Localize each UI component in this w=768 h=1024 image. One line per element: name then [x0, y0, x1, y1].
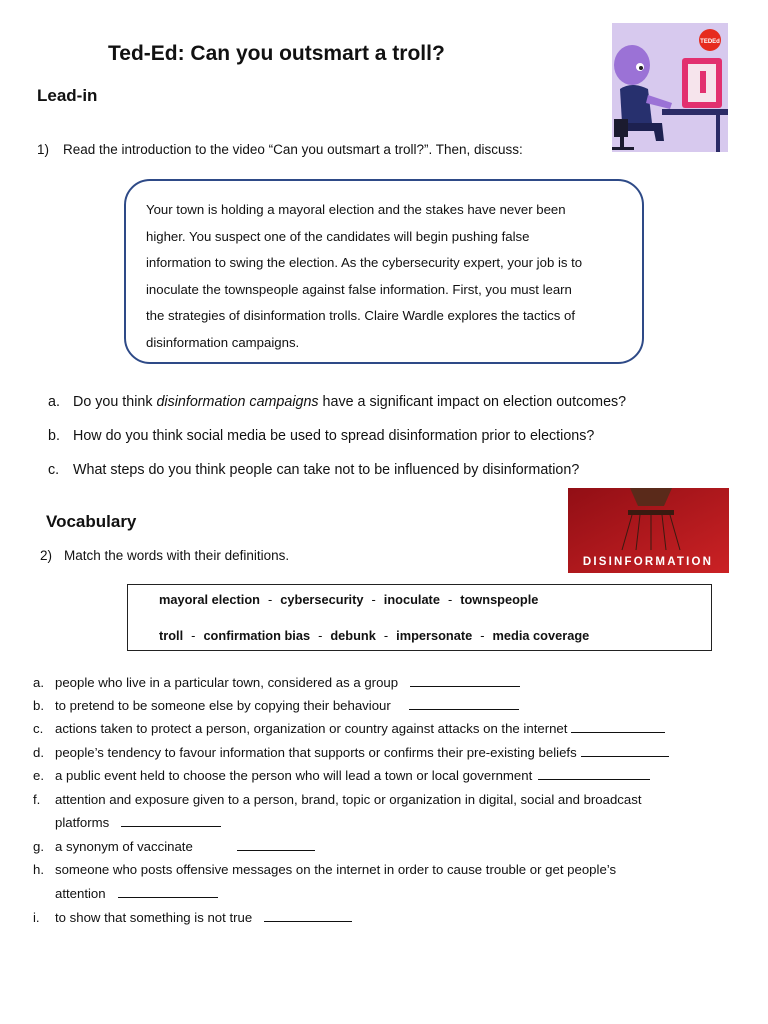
definition-text: attention and exposure given to a person, brand, topic or organization in digital, social and broadcast — [55, 792, 642, 807]
word-separator: - — [371, 592, 376, 607]
definition-text: to pretend to be someone else by copying their behaviour — [55, 698, 391, 713]
answer-blank[interactable] — [118, 886, 218, 898]
definition-text: people’s tendency to favour information that supports or confirms their pre-existing beliefs — [55, 745, 577, 760]
definition-g — [33, 839, 315, 854]
word-bank-row-2 — [159, 628, 589, 643]
definition-i — [33, 910, 352, 925]
definition-letter: d. — [33, 745, 44, 760]
word: impersonate — [396, 628, 473, 643]
leadin-heading: Lead-in — [37, 86, 98, 105]
intro-line: information to swing the election. As the cybersecurity expert, your job is to — [146, 255, 583, 270]
answer-blank[interactable] — [409, 698, 519, 710]
definition-d — [33, 745, 669, 760]
answer-blank[interactable] — [571, 721, 665, 733]
definition-text: someone who posts offensive messages on the internet in order to cause trouble or get people’s — [55, 862, 617, 877]
intro-line: disinformation campaigns. — [146, 334, 300, 350]
question-text-end: have a significant impact on election outcomes? — [318, 394, 627, 410]
discussion-question-c — [48, 462, 579, 478]
intro-line: Your town is holding a mayoral election and the stakes have never been — [146, 202, 566, 217]
answer-blank[interactable] — [410, 675, 520, 687]
question-1 — [37, 142, 523, 157]
definition-text: a synonym of vaccinate — [55, 839, 193, 854]
definition-letter: g. — [33, 839, 44, 854]
word: mayoral election — [159, 592, 260, 607]
question-2-number: 2) — [40, 548, 53, 563]
question-text: Do you think — [73, 394, 157, 410]
definition-letter: i. — [33, 910, 40, 925]
word-separator: - — [268, 592, 273, 607]
word: cybersecurity — [280, 592, 364, 607]
definition-text: people who live in a particular town, considered as a group — [55, 675, 399, 690]
intro-line: the strategies of disinformation trolls. Claire Wardle explores the tactics of — [146, 308, 576, 323]
question-letter: a. — [48, 394, 60, 410]
definition-text: to show that something is not true — [55, 910, 253, 925]
word: media coverage — [492, 628, 590, 643]
word: townspeople — [460, 592, 539, 607]
word-separator: - — [480, 628, 485, 643]
answer-blank[interactable] — [538, 768, 650, 780]
answer-blank[interactable] — [121, 815, 221, 827]
definition-text: actions taken to protect a person, organization or country against attacks on the internet — [55, 721, 568, 736]
definition-e — [33, 768, 650, 783]
word-separator: - — [318, 628, 323, 643]
vocabulary-heading: Vocabulary — [46, 512, 137, 531]
definition-letter: b. — [33, 698, 44, 713]
word: troll — [159, 628, 184, 643]
word-separator: - — [447, 592, 453, 607]
answer-blank[interactable] — [581, 745, 669, 757]
discussion-question-b — [48, 428, 594, 444]
definition-text: a public event held to choose the person who will lead a town or local government — [55, 768, 533, 783]
question-2 — [40, 548, 289, 563]
intro-line: higher. You suspect one of the candidates will begin pushing false — [146, 228, 530, 244]
definition-letter: a. — [33, 675, 44, 690]
definition-f-continued — [55, 815, 221, 830]
answer-blank[interactable] — [237, 839, 315, 851]
definition-text: attention — [55, 886, 106, 901]
definition-letter: h. — [33, 862, 44, 877]
definition-letter: f. — [33, 792, 41, 807]
definition-f — [33, 792, 642, 807]
question-letter: b. — [48, 428, 60, 444]
word-separator: - — [383, 628, 389, 643]
intro-line: inoculate the townspeople against false information. First, you must learn — [146, 281, 572, 297]
question-1-number: 1) — [37, 142, 50, 157]
discussion-question-a — [48, 394, 626, 410]
word: debunk — [330, 628, 376, 643]
definition-letter: c. — [33, 721, 44, 736]
word: inoculate — [383, 592, 440, 607]
definition-c — [33, 721, 665, 736]
teded-illustration — [612, 23, 728, 152]
answer-blank[interactable] — [264, 910, 352, 922]
definition-text: platforms — [55, 815, 110, 830]
definition-b — [33, 698, 519, 713]
page-title: Ted-Ed: Can you outsmart a troll? — [108, 42, 445, 65]
intro-text-box — [124, 179, 644, 364]
teded-logo: TEDEd — [700, 39, 720, 45]
word: confirmation bias — [203, 628, 311, 643]
disinformation-caption: DISINFORMATION — [582, 556, 714, 568]
word-bank-row-1 — [159, 592, 538, 607]
question-2-text: Match the words with their definitions. — [64, 548, 290, 563]
word-bank — [127, 584, 712, 651]
definition-a — [33, 675, 520, 690]
definition-letter: e. — [33, 768, 44, 783]
question-text: How do you think social media be used to spread disinformation prior to elections? — [73, 428, 595, 444]
word-separator: - — [191, 628, 196, 643]
definition-h — [33, 862, 616, 877]
question-text: What steps do you think people can take not to be influenced by disinformation? — [73, 462, 580, 478]
disinformation-image — [568, 488, 729, 573]
question-letter: c. — [48, 462, 60, 478]
definition-h-continued — [55, 886, 218, 901]
question-emphasis: disinformation campaigns — [156, 394, 319, 410]
question-1-text: Read the introduction to the video “Can you outsmart a troll?”. Then, discuss: — [63, 142, 523, 157]
